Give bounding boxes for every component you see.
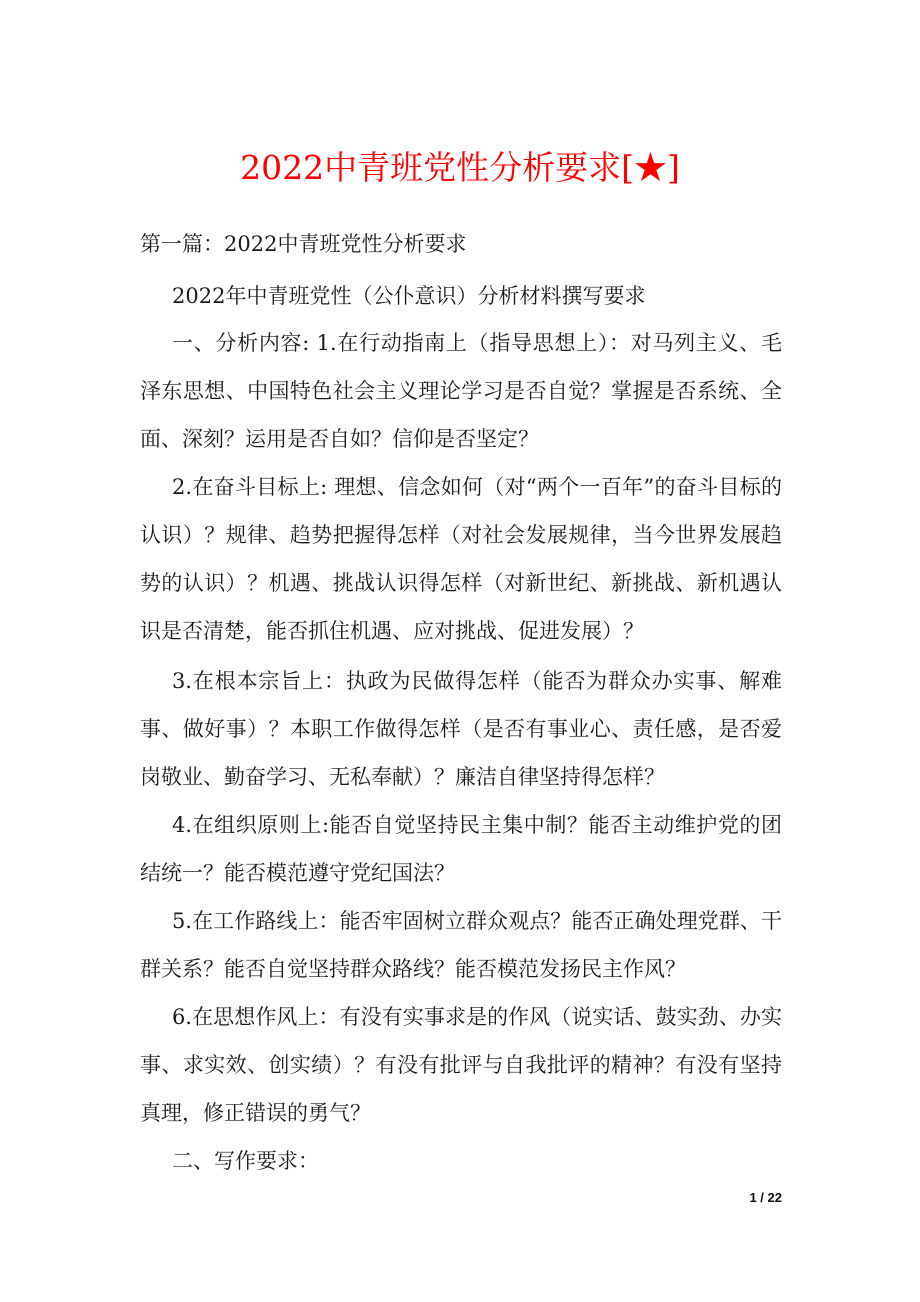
document-title: 2022中青班党性分析要求[★] (240, 148, 680, 187)
page-indicator: 1 / 22 (749, 1190, 782, 1205)
paragraph-writing-requirements: 二、写作要求： (172, 1149, 319, 1173)
paragraph-item-3: 3.在根本宗旨上：执政为民做得怎样（能否为群众办实事、解难事、做好事）？本职工作做得怎样（是否有事业心、责任感，是否爱岗敬业、勤奋学习、无私奉献）？廉洁自律坚持得怎样？ (140, 669, 782, 789)
section-heading: 第一篇：2022中青班党性分析要求 (140, 232, 467, 256)
paragraph-item-2: 2.在奋斗目标上: 理想、信念如何（对“两个一百年”的奋斗目标的认识）？规律、趋势把握得怎样（对社会发展规律，当今世界发展趋势的认识）？机遇、挑战认识得怎样（对新世纪、新挑战、新机遇认识是否清楚，能否抓住机遇、应对挑战、促进发展）？ (140, 475, 782, 643)
paragraph-item-6: 6.在思想作风上：有没有实事求是的作风（说实话、鼓实劲、办实事、求实效、创实绩）？有没有批评与自我批评的精神？有没有坚持真理，修正错误的勇气？ (140, 1005, 782, 1125)
paragraph-analysis-content-1: 一、分析内容: 1.在行动指南上（指导思想上）：对马列主义、毛泽东思想、中国特色社会主义理论学习是否自觉？掌握是否系统、全面、深刻？运用是否自如？信仰是否坚定？ (140, 331, 782, 451)
subtitle: 2022年中青班党性（公仆意识）分析材料撰写要求 (172, 284, 646, 308)
paragraph-item-5: 5.在工作路线上：能否牢固树立群众观点？能否正确处理党群、干群关系？能否自觉坚持群众路线？能否模范发扬民主作风？ (140, 909, 782, 981)
paragraph-item-4: 4.在组织原则上:能否自觉坚持民主集中制？能否主动维护党的团结统一？能否模范遵守党纪国法？ (140, 813, 782, 885)
